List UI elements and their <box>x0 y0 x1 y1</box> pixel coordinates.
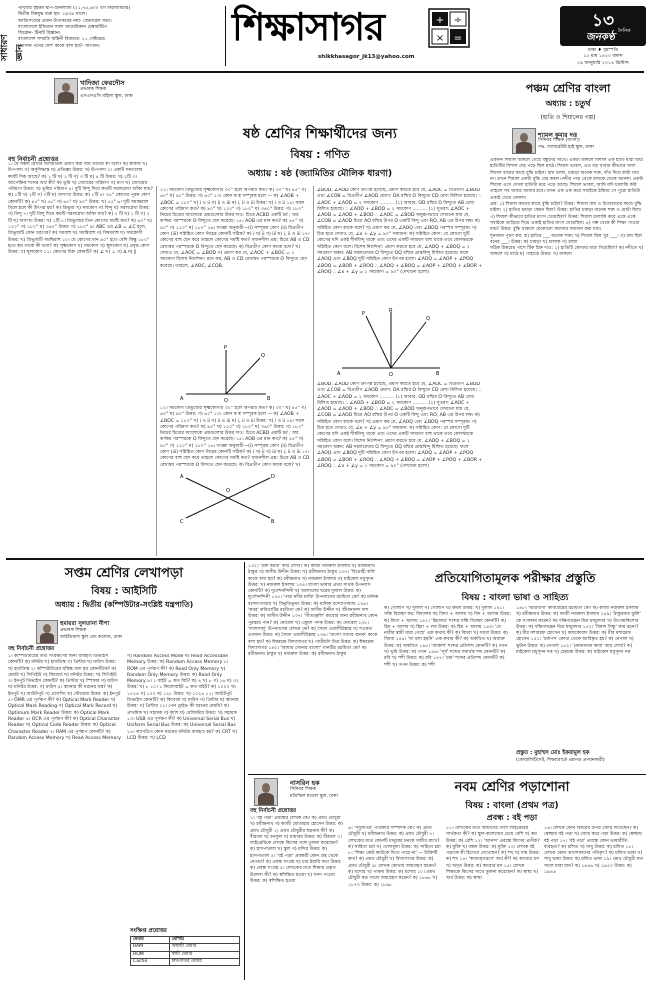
section-title: প্রতিযোগিতামূলক পরীক্ষার প্রস্তুতি <box>434 571 596 585</box>
table-cell: Cache <box>131 958 170 965</box>
section-body: ১৪৮। 'অগ্নিবীণা' কাব্যগ্রন্থের রচয়িতা কে? ক) কাজী নজরুল ইসলাম খ) রবীন্দ্রনাথ উত্তর: ক) কাজী নজরুল ইসলাম ১৪৯। 'ঠাকুরমার ঝুলি' কে সংকলন করেন? ক) দক্ষিণারঞ্জন মিত্র মজুমদার খ) উপেন্দ্রকিশোর উত্তর: ক) দক্ষিণারঞ্জন মিত্র মজুমদার ১৫০। 'বিষাদ সিন্ধু' কার রচনা? ক) মীর মশাররফ হোসেন খ) কায়কোবাদ উত্তর: ক) মীর মশাররফ হোসেন ১৫১। 'চর্যাপদ' কোথা থেকে আবিষ্কৃত হয়? ক) নেপাল খ) ভুটান উত্তর: ক) নেপাল ১৫২। 'মেঘনাদবধ কাব্য' কার লেখা? ক) মাইকেল মধুসূদন দত্ত খ) হেমচন্দ্র উত্তর: ক) মাইকেল মধুসূদন দত্ত <box>516 606 641 656</box>
section-class9 <box>248 776 646 980</box>
section-title: নবম শ্রেণির পড়াশোনা <box>454 780 570 795</box>
svg-text:=: = <box>453 33 463 44</box>
author-school: আইডিয়াল স্কুল এন্ড কলেজ, ঢাকা <box>60 635 123 640</box>
issue-badge <box>560 6 646 46</box>
section-sub: (হাতি ও শিয়ালের গল্প) <box>540 114 596 121</box>
svg-text:O: O <box>226 488 230 494</box>
table-row <box>131 951 240 958</box>
author-name: হুমায়রা সুলতানা নীপা <box>60 621 110 627</box>
memory-table <box>130 936 240 966</box>
svg-text:+: + <box>435 15 445 26</box>
section-subject: বিষয় : গণিত <box>290 148 350 161</box>
rule-masthead-left <box>225 6 226 66</box>
table-row <box>131 958 240 965</box>
svg-text:B: B <box>267 396 271 402</box>
fact-line: বাংলাদেশ সম্প্রতি বাহিনী বিবাচার- ১১ সেক্টরের। <box>18 37 106 43</box>
svg-text:A: A <box>180 474 184 480</box>
angle-figure <box>336 308 446 378</box>
svg-text:B: B <box>436 371 440 377</box>
masthead <box>0 0 650 70</box>
paper-name: জনকণ্ঠ <box>586 32 615 43</box>
table-cell: দ্রুতগতির মেমরি <box>169 958 239 965</box>
mcq-heading: বহু নির্বাচনী প্রশ্নোত্তর <box>250 808 297 814</box>
fact-line: 'আসান পথের দেশ' কাকে বলা হয়?- জাপান। <box>18 43 100 49</box>
intersecting-lines-figure <box>178 468 278 528</box>
col-rule <box>244 562 245 980</box>
credit: প্রস্তুত : মুহাম্মদ মোঃ ইকরামুল হক <box>516 750 590 756</box>
issue-number: ১৩ <box>592 11 615 31</box>
author-name: শ্যামল কুমার দত্ত <box>538 132 578 139</box>
section-chapter: অধ্যায় : দ্বিতীয় (কম্পিউটার-সংশ্লিষ্ট যন্ত্রপাতি) <box>54 600 194 609</box>
section-class5 <box>490 76 646 556</box>
section-subject: বিষয় : আইসিটি <box>91 586 157 597</box>
date-line: ১৫ মাঘ ১৪২০ বঙ্গাব্দ <box>583 54 623 60</box>
masthead-dates <box>560 48 646 67</box>
fact-line: পৃথিবীর বৃহত্তম দ্বীপ-গ্রীনল্যান্ড (২১,৭৫,৬০০ বর্গ কিলোমিটার) <box>18 6 131 11</box>
col-text: ১৬। লেখক কোন বিষয়ের উপর জোর দিয়েছেন? ক) স্বেচ্ছায় বই পড়া খ) জোর করে পড়া উত্তর: ক) স্বেচ্ছায় বই পড়া ১৭। 'বই পড়া' প্রবন্ধে কোন ভাষারীতি ব্যবহৃত? ক) চলিত খ) সাধু উত্তর: ক) চলিত ১৮। লেখক কোন আন্দোলনের পথিকৃৎ? ক) চলিত ভাষা খ) সাধু ভাষা উত্তর: ক) চলিত ভাষা ১৯। প্রমথ চৌধুরী কত সালে মারা যান? ক) ১৯৪৬ খ) ১৯৫০ উত্তর: ক) ১৯৪৬ <box>544 826 644 876</box>
author-photo <box>254 778 278 806</box>
svg-text:Q: Q <box>426 316 430 322</box>
geometry-figure <box>176 344 276 404</box>
calculator-icon <box>428 8 470 48</box>
col-text: ৬। 'সবুজপত্র' পত্রিকার সম্পাদক কে? ক) প্রমথ চৌধুরী খ) রবীন্দ্রনাথ উত্তর: ক) প্রমথ চৌধুরী ৭। লেখকের মতে কোনটি মানুষের মনকে সজীব রাখে? ক) সাহিত্য চর্চা খ) খেলাধুলা উত্তর: ক) সাহিত্য চর্চা ৮। 'শিক্ষা কেউ কাউকে দিতে পারে না' — উক্তিটি কার? ক) প্রমথ চৌধুরী খ) বিদ্যাসাগর উত্তর: ক) প্রমথ চৌধুরী ৯। লেখক কোথায় জন্মগ্রহণ করেন? ক) যশোর খ) পাবনা উত্তর: ক) যশোর ১০। প্রমথ চৌধুরী কত সালে জন্মগ্রহণ করেন? ক) ১৮৬৮ খ) ১৮৭০ উত্তর: ক) ১৮৬৮ <box>348 826 441 888</box>
masthead-vertical-label: সাধারণ জ্ঞান <box>0 34 25 61</box>
fact-line: বাংলাদেশে ইন্ডিয়ান সালা আমেরিকান মেম্বারস্টিপ <box>18 24 108 30</box>
col-text: ১১। লেখকের মতে আমাদের দেশে লাইব্রেরির সার্থকতা কী? ক) স্কুল-কলেজের চেয়ে বেশি খ) কম উত্তর: ক) বেশি ১২। 'আনন্দ' প্রবন্ধে কিসের প্রতীক? ক) মুক্তি খ) বন্ধন উত্তর: ক) মুক্তি ১৩। লেখক বই পড়াকে কী হিসেবে দেখেছেন? ক) শখ খ) দায় উত্তর: ক) শখ ১৪। 'কাব্যামৃতরসে' অর্থ কী? ক) কাব্যের রস খ) অমৃত উত্তর: ক) কাব্যের রস ১৫। লেখক শিক্ষাকে কিসের সাথে তুলনা করেছেন? ক) স্বাস্থ্য খ) অর্থ উত্তর: ক) স্বাস্থ্য <box>446 826 540 882</box>
date-line: ২৯ জানুয়ারি ২০১৪ খ্রিস্টাব্দ <box>577 60 629 66</box>
rule-mid <box>6 558 644 560</box>
section-chapter: অধ্যায় : ষষ্ঠ (জ্যামিতির মৌলিক ধারণা) <box>247 169 393 179</box>
table-cell: মেমরি <box>131 937 170 944</box>
author-role: প্রভাষক শিক্ষক <box>60 628 87 633</box>
table-cell: অস্থায়ী মেমরি <box>169 944 239 951</box>
col-text-cont: ∠BOD, ∠AOD কোণ উৎপন্ন হয়েছে, প্রমাণ করতে হবে যে, ∠AOC = বিপ্রতীপ ∠BOD এবং ∠COB = বিপ্রতীপ ∠AOD প্রমাণ: OA রশ্মির O বিন্দুতে CD রেখা মিলিত হয়েছে। ∴ ∠AOC + ∠AOD = ২ সমকোণ .......... (১) আবার, OD রশ্মির O বিন্দুতে AB রেখা মিলিত হয়েছে। ∴ ∠AOD + ∠BOD = ২ সমকোণ .......... (২) সুতরাং ∠AOC + ∠AOD = ∠AOD + ∠BOD ∴ ∠AOC = ∠BOD অনুরূপভাবে দেখানো যায় যে, ∠COB = ∠AOD চিত্রে AO রশ্মির উপর O একটি বিন্দু এবং RO, AB এর উপর লম্ব। ক) সন্নিহিত কোণ কাকে বলে? খ) প্রমাণ কর যে, ∠AOQ এবং ∠BOQ পরস্পর সম্পূরক। গ) চিত্র হতে দেখাও যে, ∠x + ∠y = ৯০° সমাধান: ক) সন্নিহিত কোণ: যে কোণো দুটি কোণের যদি একই শীর্ষবিন্দু থাকে এবং এদের একটি সাধারণ বাহু থাকে তবে কোণদ্বয়কে সন্নিহিত কোণ বলে। বিশেষ নির্দেশনা: প্রমাণ করতে হবে যে, ∠AOQ + ∠BOQ = ২ সমকোণ অঙ্কন: AB সরলরেখার O বিন্দুতে OQ রশ্মির প্রান্তবিন্দু মিলিত হয়েছে। ফলে ∠AOQ এবং ∠BOQ দুটি সন্নিহিত কোণ উৎপন্ন হলো। ∠AOQ = ∠AOP + ∠POQ ∠BOQ = ∠BOR + ∠ROQ ∴ ∠AOQ + ∠BOQ = ∠AOP + ∠POQ + ∠BOR + ∠ROQ ∴ ∠x + ∠y = ১ সমকোণ = ৯০° (দেখানো হলো) <box>317 382 483 469</box>
section-class6 <box>6 76 486 556</box>
svg-text:R: R <box>389 308 393 314</box>
svg-text:÷: ÷ <box>453 15 463 26</box>
fact-line: দ্বিতীয় বিশ্বযুদ্ধ শুরু হয়- ১৯৩৯ সালে। <box>18 12 87 18</box>
col-text: ১। যে সকল রেখার জ্যামিতিক প্রমাণ করা যায় তাদের কী বলে? ক) স্বীকার্য খ) উপপাদ্য গ) অনুসিদ্ধান্ত ঘ) প্রতিজ্ঞা উত্তর: খ) উপপাদ্য ২। একটি সমতলের কয়টি দিক আছে? ক) ১ টি খ) ২ টি গ) ৩ টি ঘ) ৪ টি উত্তর: খ) ২টি ৩। আপেক্ষিক শব্দের অর্থ কী? ক) ভূমি খ) জ্যোমের পরিমাপ গ) মাপ খ) জ্যোমের পরিমাপ উত্তর: খ) ভূমির পরিমাপ ৪। দুটি বিন্দু দিয়ে কতটি সরলরেখা আঁকা যায়? ক) ১টি খ) ২টি গ) ৩টি ঘ) অসংখ্য উত্তর: ক) ১টি ৫। ৩৫° কোণের পূরক কোণ কোনটি? ক) ৪৫° খ) ৫৫° গ) ৬৫° ঘ) ৯০° উত্তর: খ) ৫৫° ৬। দুটি সমান্তরাল মিলে হলে কী উৎপন্ন হয়? ক) ত্রিভুজ খ) সমকোণ গ) বিন্দু ঘ) সরলরেখা উত্তর: গ) বিন্দু ৭। দুটি বিন্দু দিয়ে কয়টি সরলরেখা আঁকা যায়? ক) ০ টি খ) ১ টি গ) ২ টি ঘ) অসংখ্য উত্তর: খ) ১টি ৮। ত্রিভুজের তিন কোণের সমষ্টি কত? ক) ৬০° খ) ১২০° গ) ১৮০° ঘ) ৩৬০° উত্তর: গ) ১৮০° ৯। ABC এর ∠B = ∠C হলে, ত্রিভুজটি কোন ধরণের? ক) সমবাহু খ) সমদ্বিবাহু গ) বিষমবাহু ঘ) সমকোণী উত্তর: খ) ত্রিভুজটি সমদ্বিবাহু ১০। যে কোণের মান ৯০° হতে বেশি কিন্তু ১৮০° হতে কম তাকে কী বলে? ক) সূক্ষ্মকোণ খ) সমকোণ গ) স্থূলকোণ ঘ) প্রবৃদ্ধ কোণ উত্তর: গ) স্থূলকোণ ১১। কোণের চিহ্ন কোনটি? ক) ∠ খ) ⊥ গ) ∆ ঘ) ∥ <box>8 162 153 256</box>
table-row <box>131 937 240 944</box>
svg-text:A: A <box>337 371 341 377</box>
mcq-heading: বহু নির্বাচনী প্রশ্নোত্তর <box>8 646 55 652</box>
svg-text:Q: Q <box>261 353 265 359</box>
masthead-email: shikkhasagor_jk13@yahoo.com <box>318 54 415 60</box>
svg-text:C: C <box>180 519 184 525</box>
section-chapter: প্রবন্ধ : বই পড়া <box>486 813 538 822</box>
rule-masthead-bottom <box>6 71 644 73</box>
table-caption: সংক্ষিপ্ত প্রশ্নোত্তর <box>130 928 167 934</box>
date-line: ঢাকা ♦ বৃহস্পতি <box>587 48 619 53</box>
rule-class9-top <box>248 774 646 775</box>
author-role: প্রভাষক শিক্ষক <box>80 87 107 92</box>
issue-label: দৈনিক <box>618 28 631 34</box>
table-cell: স্থায়ী মেমরি <box>169 951 239 958</box>
svg-text:O: O <box>224 398 228 404</box>
svg-text:P: P <box>224 345 228 351</box>
section-title: পঞ্চম শ্রেণির বাংলা <box>525 82 611 95</box>
col-rule <box>156 186 157 556</box>
svg-text:P: P <box>362 311 366 317</box>
col-rule <box>313 186 314 556</box>
svg-text:×: × <box>435 33 445 44</box>
section-subject: বিষয় : বাংলা ভাষা ও সাহিত্য <box>461 593 569 603</box>
mcq-heading: বহু নির্বাচনী প্রশ্নোত্তর <box>8 156 59 163</box>
svg-text:D: D <box>271 474 275 480</box>
section-body: ক) গোলাপ খ) দুলাল গ) গোলাপ ঘ) কমল উত্তর: খ) দুলাল ১৪১। সন্ধি বিচ্ছেদ কর: বিদ্যালয় ক) বিদ্যা + আলয় খ) বিদ + আলয় উত্তর: ক) বিদ্যা + আলয় ১৪২। 'হিমালয়' শব্দের সন্ধি বিচ্ছেদ কোনটি? ক) হিম + আলয় খ) হিমা + লয় উত্তর: ক) হিম + আলয় ১৪৩। 'যে নারীর স্বামী মারা গেছে' এক কথায় কী? ক) বিধবা খ) সধবা উত্তর: ক) বিধবা ১৪৪। 'যা বলা হয়নি' এক কথায় কী? ক) অকথিত খ) অব্যক্ত উত্তর: ক) অকথিত ১৪৫। 'আকাশ' শব্দের প্রতিশব্দ কোনটি? ক) গগন খ) ভূমি উত্তর: ক) গগন ১৪৬। 'সূর্য' শব্দের সমার্থক শব্দ কোনটি? ক) রবি খ) শশী উত্তর: ক) রবি ১৪৭। 'চন্দ্র' শব্দের প্রতিশব্দ কোনটি? ক) শশী খ) তপন উত্তর: ক) শশী <box>384 606 512 668</box>
col-text-cont: ১২। সমকোণ ত্রিভুজের সূক্ষ্মকোণটি ৩০° হলে অপরটি কত? ক) ৩০° খ) ৪৫° গ) ৬০° ঘ) ৯০° উত্তর: গ) ৬০° ১৩। কোন ক ঙ্ক সম্পূরক হলে — ক) ∠AOB + ∠BOC = ১৮০° খ) i ও ii গ) ii ও iii ঘ) i, ii ও iii উত্তর: খ) i ও ii ১৪। সরল কোণের পরিমাণ কত? ক) ৯০° খ) ১২০° গ) ১৮০° ঘ) ৩৬০° উত্তর: গ) ১৮০° নিচের চিত্রের আলোকে প্রশ্নগুলোর উত্তর দাও: চিত্রে ACBD একটি চর্ম ; যার কর্ণদ্বয় পরস্পরকে O বিন্দুতে ছেদ করেছে। ১৫। AOB এর মান কত? ক) ৪৫° খ) ৯০° গ) ১২০° ঘ) ১৮০° ১৬। সংজ্ঞা অনুযায়ী—(i) সম্পূরক কোণ (ii) বিপ্রতীপ কোণ (iii) সন্নিহিত কোণ নিচের কোনটি সঠিক? ক) i খ) ii গ) iii ঘ) i, ii ও iii ১৭। কোণের বাহু ছেদ করে তাহলে কোণের সমষ্টি কত? সৃজনশীল প্রশ্ন: চিত্রে AB ও CD রেখাদ্বয় পরস্পরকে O বিন্দুতে ছেদ করেছে। ক) বিপ্রতীপ কোণ কাকে বলে? খ) <box>160 406 310 466</box>
table-row <box>131 944 240 951</box>
fact-line: জাতিসংঘের প্রধান উপাত্তবের নাম- জেনারেল সভা। <box>18 18 112 24</box>
author-role: সিনিয়র শিক্ষক (বাংলা) <box>538 138 580 143</box>
col-text: ১। 'বই পড়া' প্রবন্ধের লেখক কে? ক) প্রমথ চৌধুরী খ) রবীন্দ্রনাথ গ) কাজী মোতাহার হোসেন উত্তর: ক) প্রমথ চৌধুরী ২। প্রমথ চৌধুরীর ছদ্মনাম কী? ক) বীরবল খ) বনফুল গ) যাযাবর উত্তর: ক) বীরবল ৩। লাইব্রেরিকে লেখক কিসের সঙ্গে তুলনা করেছেন? ক) হাসপাতাল খ) স্কুল গ) মন্দির উত্তর: ক) হাসপাতাল ৪। 'বই পড়া' প্রবন্ধটি কোন গ্রন্থ থেকে নেওয়া? ক) প্রবন্ধ সংগ্রহ খ) চার ইয়ারি কথা উত্তর: ক) প্রবন্ধ সংগ্রহ ৫। লেখকের মতে শিক্ষার প্রকৃত উদ্দেশ্য কী? ক) স্বশিক্ষিত হওয়া খ) সনদ পাওয়া উত্তর: ক) স্বশিক্ষিত হওয়া <box>250 816 343 884</box>
section-subject: বিষয় : বাংলা (প্রথম পত্র) <box>465 801 559 811</box>
author-photo <box>512 128 536 154</box>
author-school: এসএসএসি মহিলা স্কুল, ঢাকা <box>80 94 133 99</box>
section-body: একদিন শিয়াল জঙ্গলে গেছে বন্ধুদের সাথে। একটা জঙ্গলে বিশাল এক হাতি মারা যায়। হাতিটির বিশাল দেহ পড়ে ছিল মাঠে। শিয়াল ভাবল, এত বড় খাবার কীভাবে খাব! শিয়াল বাঘের কাছে বুদ্ধি চাইল। বাঘ বলল, চামড়া অনেক শক্ত, দাঁত দিয়ে কাটা যায় না। তখন শিয়াল একটা বুদ্ধি বের করল। নদীর পাড় থেকে বাঘকে ডেকে আনল। একটা শিয়াল এসে দেখল হাতিটা মরে পড়ে আছে। শিয়াল ভাবল, আমি যদি চালাকি করি তাহলে সব খাবার আমার হবে। তখন এক এক করে সবাইকে ঠকিয়ে সে পুরো হাতিটা একাই খেয়ে ফেলল। প্রশ্ন: ১) শিয়াল কাদের কাছে বুদ্ধি চাইল? উত্তর: শিয়াল বাঘ ও চিতাবাঘের কাছে বুদ্ধি চাইল। ২) হাতির চামড়া কেমন ছিল? উত্তর: হাতির চামড়া অনেক শক্ত ও মোটা ছিল। ৩) শিয়াল কীভাবে হাতির মাংস খেয়েছিল? উত্তর: শিয়াল চালাকি করে একে একে সবাইকে তাড়িয়ে দিয়ে একাই হাতির মাংস খেয়েছিল। ৪) গল্প থেকে কী শিক্ষা পাওয়া যায়? উত্তর: বুদ্ধি থাকলে যেকোনো সমস্যার সমাধান করা যায়। শূন্যস্থান পূরণ কর: ক) হাতির ___ অনেক শক্ত। খ) শিয়াল ছিল খুব ___। গ) বাঘ ছিল বনের ___। উত্তর: ক) চামড়া খ) চালাক গ) রাজা সঠিক উত্তরের পাশে টিক চিহ্ন দাও: ১) হাতিটি কোথায় মারা গিয়েছিল? ক) নদীতে খ) জঙ্গলে গ) মাঠে ঘ) পাহাড়ে উত্তর: খ) জঙ্গলে <box>490 158 644 258</box>
section-body: ১। কম্পিউটারের তথ্য সংরক্ষণের জন্য ব্যবহৃত ডিভাইস কোনটি? ক) মনিটর খ) হার্ডডিস্ক গ) প্রিন্টার ঘ) মাউস উত্তর: খ) হার্ডডিস্ক ২। কম্পিউটারের মস্তিষ্ক বলা হয় কোনটিকে? ক) মেমরি খ) সিপিইউ গ) কিবোর্ড ঘ) মনিটর উত্তর: খ) সিপিইউ ৩। ইনপুট ডিভাইস কোনটি? ক) প্রিন্টার খ) স্পিকার গ) মাউস ঘ) মনিটর উত্তর: গ) মাউস ৪। স্ক্যানার কী ধরনের যন্ত্র? ক) ইনপুট খ) আউটপুট গ) প্রসেসিং ঘ) স্টোরেজ উত্তর: ক) ইনপুট ৫। OMR এর পূর্ণরূপ কী? ক) Optical Mark Reader খ) Optical Mark Reading গ) Optical Mark Record ঘ) Optimum Mark Reader উত্তর: ক) Optical Mark Reader ৬। OCR এর পূর্ণরূপ কী? ক) Optical Character Reader খ) Optical Code Reader উত্তর: ক) Optical Character Reader ৭। RAM এর পূর্ণরূপ কোনটি? ক) Random Access Memory খ) Read Access Memory গ) Random Access Mode ঘ) Read Accessible Memory উত্তর: ক) Random Access Memory ৮। ROM এর পূর্ণরূপ কী? ক) Read Only Memory খ) Random Only Memory উত্তর: ক) Read Only Memory ৯। ১ বাইট = কত বিট? ক) ৪ খ) ৮ গ) ১৬ ঘ) ৩২ উত্তর: খ) ৮ ১০। ১ কিলোবাইট = কত বাইট? ক) ১০০০ খ) ১০২৪ গ) ১০০ ঘ) ১২৮ উত্তর: খ) ১০২৪ ১১। আউটপুট ডিভাইস কোনটি? ক) কিবোর্ড খ) মাউস গ) প্রিন্টার ঘ) স্ক্যানার উত্তর: গ) প্রিন্টার ১২। পেন ড্রাইভ কী ধরনের মেমরি? ক) প্রাথমিক খ) সহায়ক গ) ক্যাশ ঘ) রেজিস্টার উত্তর: খ) সহায়ক ১৩। USB এর পূর্ণরূপ কী? ক) Universal Serial Bus খ) Uniform Serial Bus উত্তর: ক) Universal Serial Bus ১৪। ল্যাপটপে কোন ধরনের মনিটর ব্যবহৃত হয়? ক) CRT খ) LCD উত্তর: খ) LCD <box>8 654 239 741</box>
fact-line: ফিফ্রেন- টিনার্ট বিজ্ঞান। <box>18 31 61 37</box>
credit-sub: (কোয়ালিটিসেট, শিক্ষাবোর্ডে প্রশ্নপত্র প্রণয়নকারী) <box>516 758 605 763</box>
author-school: গভ. ল্যাবরেটরি হাই স্কুল, ঢাকা <box>538 145 594 150</box>
col-text: ১২। সমকোণ ত্রিভুজের সূক্ষ্মকোণটি ৩০° হলে অপরটি কত? ক) ৩০° খ) ৪৫° গ) ৬০° ঘ) ৯০° উত্তর: গ) ৬০° ১৩। কোন ক ঙ্ক সম্পূরক হলে — ক) ∠AOB + ∠BOC = ১৮০° খ) i ও ii গ) ii ও iii ঘ) i, ii ও iii উত্তর: খ) i ও ii ১৪। সরল কোণের পরিমাণ কত? ক) ৯০° খ) ১২০° গ) ১৮০° ঘ) ৩৬০° উত্তর: গ) ১৮০° নিচের চিত্রের আলোকে প্রশ্নগুলোর উত্তর দাও: চিত্রে ACBD একটি চর্ম ; যার কর্ণদ্বয় পরস্পরকে O বিন্দুতে ছেদ করেছে। ১৫। AOB এর মান কত? ক) ৪৫° খ) ৯০° গ) ১২০° ঘ) ১৮০° ১৬। সংজ্ঞা অনুযায়ী—(i) সম্পূরক কোণ (ii) বিপ্রতীপ কোণ (iii) সন্নিহিত কোণ নিচের কোনটি সঠিক? ক) i খ) ii গ) iii ঘ) i, ii ও iii ১৭। কোণের বাহু ছেদ করে তাহলে কোণের সমষ্টি কত? সৃজনশীল প্রশ্ন: চিত্রে AB ও CD রেখাদ্বয় পরস্পরকে O বিন্দুতে ছেদ করেছে। ক) বিপ্রতীপ কোণ কাকে বলে? খ) দেখাও যে, ∠AOC = ∠BOD গ) প্রমাণ কর যে, ∠AOC + ∠BOC = ২ সমকোণ বিশেষ নির্দেশনা: মনে কর, AB ও CD রেখাদ্বয় পরস্পরকে O বিন্দুতে ছেদ করেছে। তাহলে, ∠AOC, ∠COB, <box>160 188 310 269</box>
svg-text:A: A <box>180 396 184 402</box>
col-text: ∠BOD, ∠AOD কোণ উৎপন্ন হয়েছে, প্রমাণ করতে হবে যে, ∠AOC = বিপ্রতীপ ∠BOD এবং ∠COB = বিপ্রতীপ ∠AOD প্রমাণ: OA রশ্মির O বিন্দুতে CD রেখা মিলিত হয়েছে। ∴ ∠AOC + ∠AOD = ২ সমকোণ .......... (১) আবার, OD রশ্মির O বিন্দুতে AB রেখা মিলিত হয়েছে। ∴ ∠AOD + ∠BOD = ২ সমকোণ .......... (২) সুতরাং ∠AOC + ∠AOD = ∠AOD + ∠BOD ∴ ∠AOC = ∠BOD অনুরূপভাবে দেখানো যায় যে, ∠COB = ∠AOD চিত্রে AO রশ্মির উপর O একটি বিন্দু এবং RO, AB এর উপর লম্ব। ক) সন্নিহিত কোণ কাকে বলে? খ) প্রমাণ কর যে, ∠AOQ এবং ∠BOQ পরস্পর সম্পূরক। গ) চিত্র হতে দেখাও যে, ∠x + ∠y = ৯০° সমাধান: ক) সন্নিহিত কোণ: যে কোণো দুটি কোণের যদি একই শীর্ষবিন্দু থাকে এবং এদের একটি সাধারণ বাহু থাকে তবে কোণদ্বয়কে সন্নিহিত কোণ বলে। বিশেষ নির্দেশনা: প্রমাণ করতে হবে যে, ∠AOQ + ∠BOQ = ২ সমকোণ অঙ্কন: AB সরলরেখার O বিন্দুতে OQ রশ্মির প্রান্তবিন্দু মিলিত হয়েছে। ফলে ∠AOQ এবং ∠BOQ দুটি সন্নিহিত কোণ উৎপন্ন হলো। ∠AOQ = ∠AOP + ∠POQ ∠BOQ = ∠BOR + ∠ROQ ∴ ∠AOQ + ∠BOQ = ∠AOP + ∠POQ + ∠BOR + ∠ROQ ∴ ∠x + ∠y = ১ সমকোণ = ৯০° (দেখানো হলো) <box>317 188 483 275</box>
author-name: খাদিজা ফেরদৌস <box>80 79 125 87</box>
masthead-logo-icon <box>428 8 470 48</box>
section-title: ষষ্ঠ শ্রেণির শিক্ষার্থীদের জন্য <box>243 126 397 142</box>
section-title: সপ্তম শ্রেণির লেখাপড়া <box>64 566 184 581</box>
section-chapter: অধ্যায় : চতুর্থ <box>545 99 591 108</box>
author-name: নাসরিন হক <box>290 779 320 787</box>
author-role: সিনিয়র শিক্ষক <box>290 787 317 792</box>
svg-text:B: B <box>271 519 275 525</box>
section-body: ১৩২। 'রক্ত করবী' কার লেখা? ক) কাজী নজরুল ইসলাম খ) রবীন্দ্রনাথ ঠাকুর গ) জসীম উদ্দীন উত্তর: খ) রবীন্দ্রনাথ ঠাকুর ১৩৩। 'বিদ্রোহী কবি' কাকে বলা হয়? ক) রবীন্দ্রনাথ খ) নজরুল ইসলাম গ) মাইকেল মধুসূদন উত্তর: খ) নজরুল ইসলাম ১৩৪। বাংলা ভাষার প্রথম সার্থক উপন্যাস কোনটি? ক) দুর্গেশনন্দিনী খ) আলালের ঘরের দুলাল উত্তর: ক) দুর্গেশনন্দিনী ১৩৫। 'পদ্মা নদীর মাঝি' উপন্যাসের রচয়িতা কে? ক) মানিক বন্দ্যোপাধ্যায় খ) বিভূতিভূষণ উত্তর: ক) মানিক বন্দ্যোপাধ্যায় ১৩৬। 'কবর' কবিতাটির রচয়িতা কে? ক) জসীম উদ্দীন খ) জীবনানন্দ দাশ উত্তর: ক) জসীম উদ্দীন ১৩৭। 'গীতাঞ্জলি' কাব্যের জন্য রবীন্দ্রনাথ কোন পুরস্কার পান? ক) নোবেল খ) একুশে পদক উত্তর: ক) নোবেল ১৩৮। 'লালসালু' উপন্যাসের লেখক কে? ক) সৈয়দ ওয়ালীউল্লাহ খ) শওকত ওসমান উত্তর: ক) সৈয়দ ওয়ালীউল্লাহ ১৩৯। 'বাংলা গদ্যের জনক' কাকে বলা হয়? ক) ঈশ্বরচন্দ্র বিদ্যাসাগর খ) প্যারীচাঁদ মিত্র উত্তর: ক) ঈশ্বরচন্দ্র বিদ্যাসাগর ১৪০। 'আমার সোনার বাংলা' গানটির রচয়িতা কে? ক) রবীন্দ্রনাথ ঠাকুর খ) নজরুল উত্তর: ক) রবীন্দ্রনাথ ঠাকুর <box>248 564 379 658</box>
table-cell: বৈশিষ্ট্য <box>169 937 239 944</box>
section-class7 <box>6 562 242 980</box>
masthead-logo: শিক্ষাসাগর <box>232 5 385 49</box>
section-competitive <box>248 562 646 772</box>
author-photo <box>54 78 78 104</box>
table-cell: RAM <box>131 944 170 951</box>
author-photo <box>36 620 58 644</box>
table-cell: ROM <box>131 951 170 958</box>
masthead-facts <box>18 6 223 68</box>
author-school: মতিঝিল মডেল স্কুল, ঢাকা <box>290 794 338 799</box>
svg-text:O: O <box>389 372 393 378</box>
